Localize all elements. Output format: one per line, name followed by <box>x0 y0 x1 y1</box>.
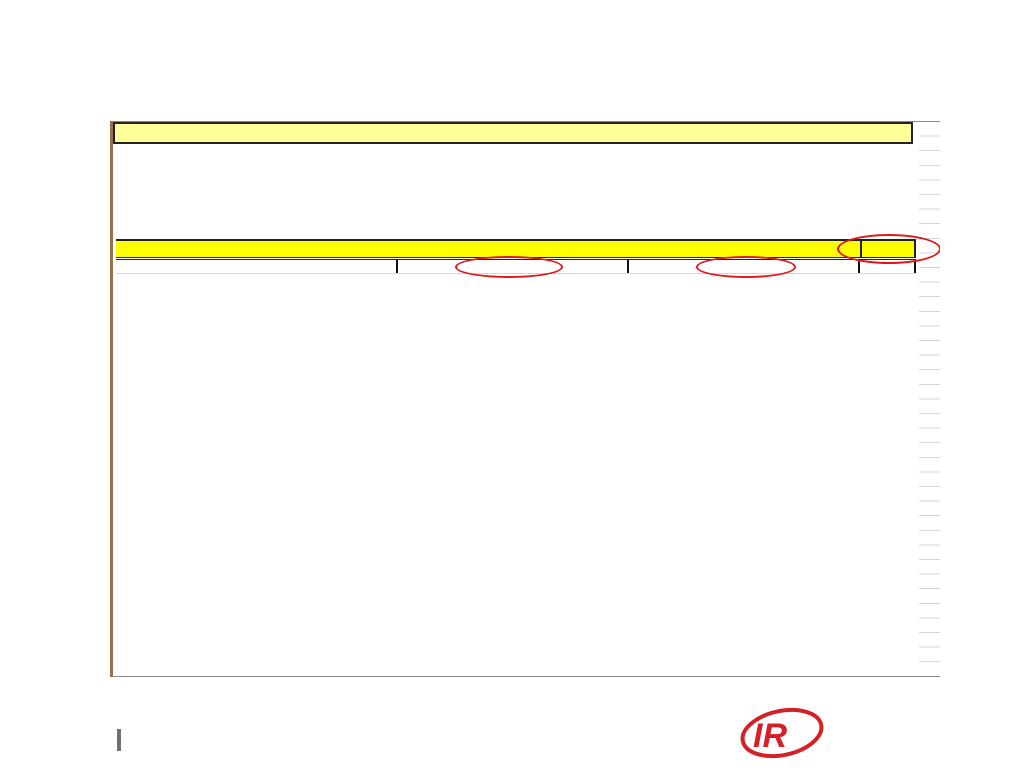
spreadsheet-image <box>110 121 940 677</box>
footer-divider <box>117 729 121 751</box>
category-header <box>116 260 398 273</box>
overall-score-label <box>116 239 860 258</box>
date-1 <box>398 260 629 273</box>
sheet-gutter <box>919 122 940 677</box>
sheet-title <box>113 122 913 144</box>
date-2 <box>629 260 860 273</box>
svg-text:IR: IR <box>753 717 787 755</box>
pts-header <box>860 260 916 273</box>
overall-score-value <box>860 239 916 258</box>
ingersoll-rand-logo <box>735 700 995 762</box>
ir-logo-mark-icon <box>739 706 825 760</box>
category-header-row <box>116 259 916 274</box>
